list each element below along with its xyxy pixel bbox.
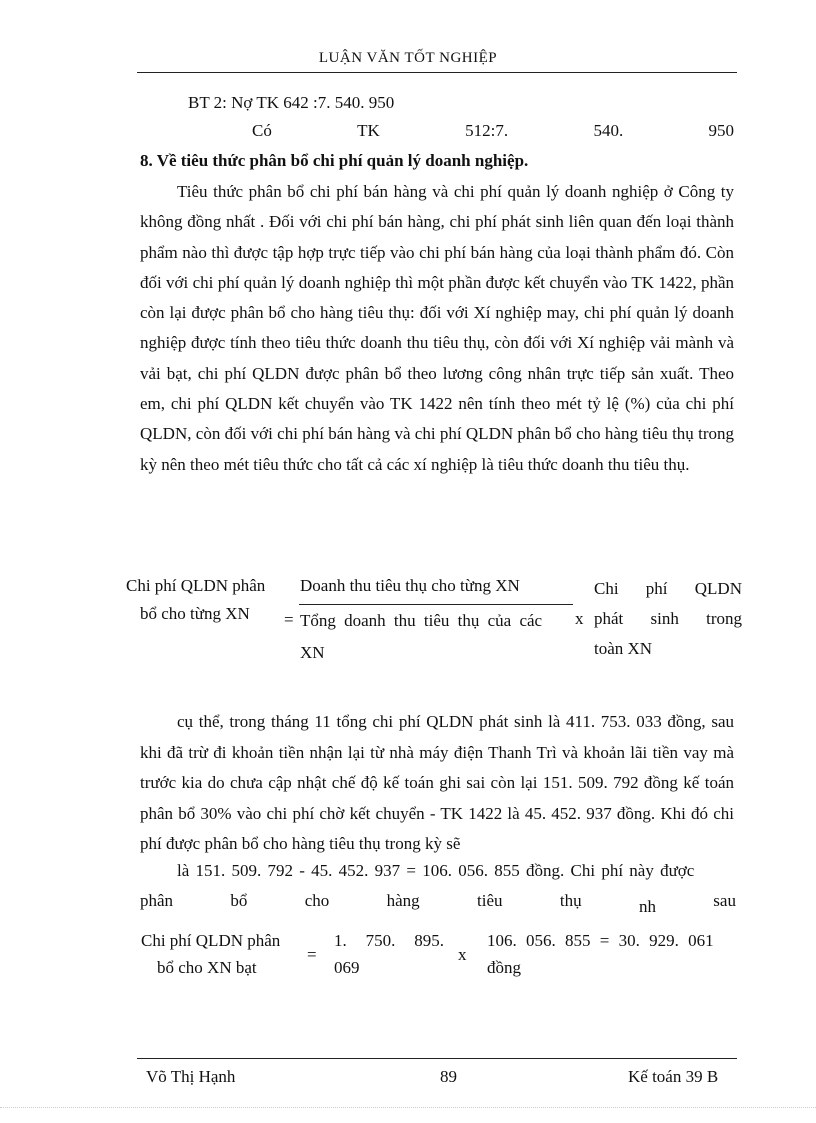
formula1-rhs-line3: toàn XN xyxy=(594,639,653,658)
section-heading: 8. Về tiêu thức phân bổ chi phí quản lý doanh nghiệp. xyxy=(140,151,529,170)
formula1-times: x xyxy=(575,609,584,628)
num-part: 1. xyxy=(334,931,347,950)
calc-paragraph: cụ thể, trong tháng 11 tổng chi phí QLDN phát sinh là 411. 753. 033 đồng, sau khi đã trừ đi khoản tiền nhận lại từ nhà máy điện Thanh Trì và khoản lãi tiền vay mà trước kia do chưa cập nhật chế độ kế toán ghi sai còn lại 151. 509. 792 đồng kế toán phân bổ 30% vào chi phí chờ kết chuyển - TK 1422 là 45. 452. 937 đồng. Khi đó chi phí được phân bổ cho hàng tiêu thụ trong kỳ sẽ xyxy=(140,712,734,853)
entry-bt2-line: BT 2: Nợ TK 642 :7. 540. 950 xyxy=(188,93,395,112)
rhs-word: QLDN xyxy=(694,579,742,598)
formula1-denominator-line2: XN xyxy=(300,643,325,662)
num-part: 895. xyxy=(414,931,444,950)
co-part: 512:7. xyxy=(465,121,509,140)
calc-word: nh xyxy=(638,897,656,916)
formula2-equals: = xyxy=(307,945,317,964)
calc-word: bổ xyxy=(230,891,248,910)
formula1-rhs-line1 xyxy=(594,577,742,601)
header-title: LUẬN VĂN TỐT NGHIỆP xyxy=(318,50,498,66)
footer-class: Kế toán 39 B xyxy=(628,1067,719,1086)
rhs-word: sinh xyxy=(650,609,679,628)
formula2-rhs-line1: 106. 056. 855 = 30. 929. 061 xyxy=(487,931,714,950)
section-paragraph: Tiêu thức phân bổ chi phí bán hàng và chi phí quản lý doanh nghiệp ở Công ty không đồng nhất . Đối với chi phí bán hàng, chi phí phát sinh liên quan đến loại thành phẩm nào thì được tập hợp trực tiếp vào chi phí bán hàng của loại thành phẩm đó. Còn đối với chi phí quản lý doanh nghiệp thì một phần được kết chuyển vào TK 1422, phần còn lại được phân bổ cho hàng tiêu thụ: đối với Xí nghiệp may, chi phí quản lý doanh nghiệp được tính theo tiêu thức doanh thu tiêu thụ, còn đối với Xí nghiệp vải mành và vải bạt, chi phí QLDN được phân bổ theo lương công nhân trực tiếp sản xuất. Theo em, chi phí QLDN kết chuyển vào TK 1422 nên tính theo mét tỷ lệ (%) của chi phí QLDN, còn đối với chi phí bán hàng và chi phí QLDN phân bổ cho hàng tiêu thụ trong kỳ nên theo mét tiêu thức cho tất cả các xí nghiệp là tiêu thức doanh thu tiêu thụ. xyxy=(140,182,734,474)
calc-word: hàng xyxy=(386,891,420,910)
footer-rule xyxy=(137,1058,737,1059)
formula1-numerator: Doanh thu tiêu thụ cho từng XN xyxy=(300,576,520,595)
formula2-rhs-line2: đồng xyxy=(487,958,521,977)
formula2-times: x xyxy=(458,945,467,964)
formula1-equals: = xyxy=(284,610,294,629)
footer-author: Võ Thị Hạnh xyxy=(146,1067,236,1086)
rhs-word: Chi xyxy=(594,579,619,598)
calc-word: cho xyxy=(304,891,330,910)
co-part: 540. xyxy=(593,121,624,140)
formula2-lhs-line1: Chi phí QLDN phân xyxy=(141,931,281,950)
header-rule xyxy=(137,72,737,73)
calc-word: phân xyxy=(140,891,174,910)
calc-line3 xyxy=(140,886,736,916)
formula1-lhs-line1: Chi phí QLDN phân xyxy=(126,576,266,595)
rhs-word: phí xyxy=(645,579,668,598)
formula2-num-line1 xyxy=(334,929,444,953)
calc-word: sau xyxy=(713,891,736,910)
formula1-lhs-line2: bổ cho từng XN xyxy=(140,604,250,623)
co-part: 950 xyxy=(708,121,734,140)
entry-co-line xyxy=(252,116,734,146)
footer-page-number: 89 xyxy=(440,1067,457,1086)
formula2-num-line2: 069 xyxy=(334,958,360,977)
co-part: TK xyxy=(357,121,380,140)
calc-word: thụ xyxy=(559,891,582,910)
co-part: Có xyxy=(252,121,272,140)
formula1-denominator-line1: Tổng doanh thu tiêu thụ của các xyxy=(300,611,543,630)
rhs-word: phát xyxy=(594,609,624,628)
calc-line2: là 151. 509. 792 - 45. 452. 937 = 106. 056. 855 đồng. Chi phí này được xyxy=(177,861,695,880)
page-edge-divider xyxy=(0,1107,816,1108)
formula1-rhs-line2 xyxy=(594,607,742,631)
rhs-word: trong xyxy=(706,609,742,628)
calc-word: tiêu xyxy=(477,891,503,910)
formula1-fraction-line xyxy=(299,604,573,605)
num-part: 750. xyxy=(365,931,396,950)
formula2-lhs-line2: bổ cho XN bạt xyxy=(157,958,257,977)
